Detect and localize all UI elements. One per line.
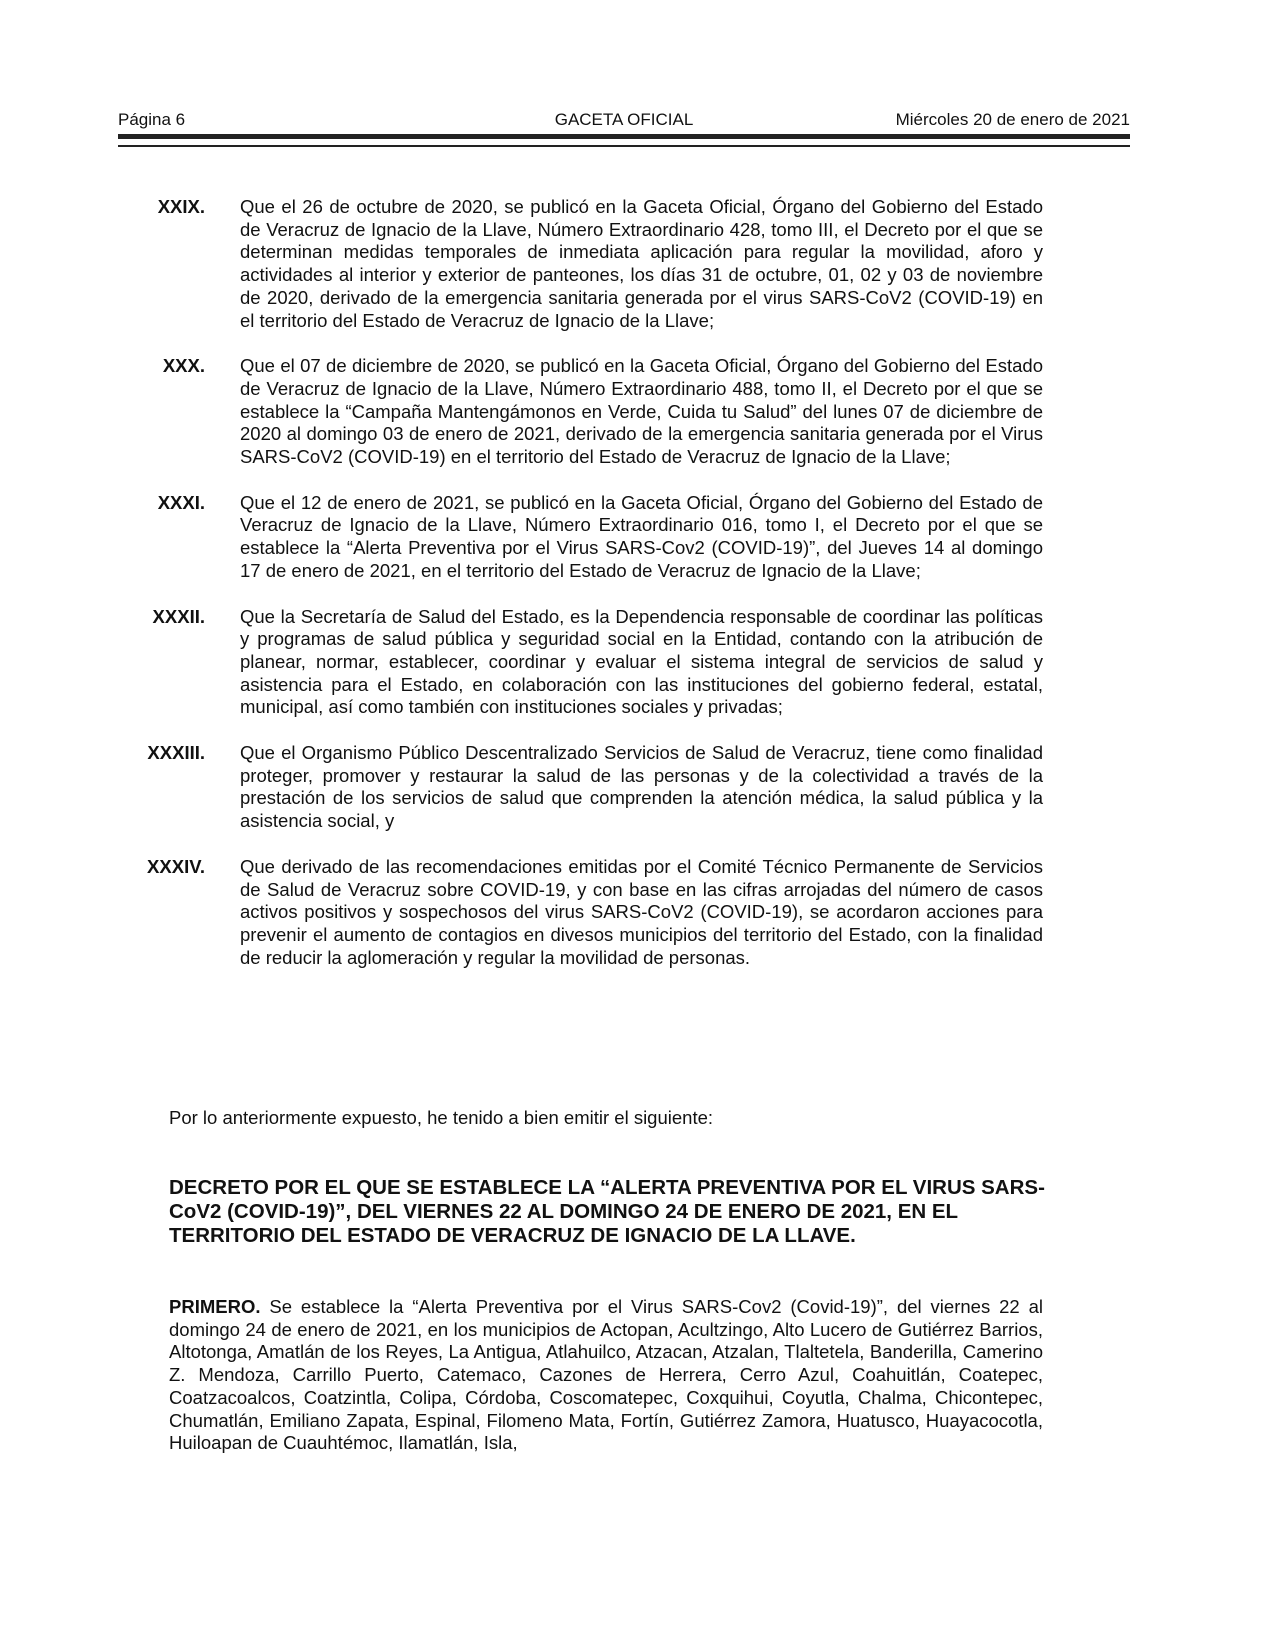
item-numeral: XXXIII. bbox=[147, 742, 205, 764]
item-numeral: XXIX. bbox=[157, 196, 205, 217]
considerandos-list bbox=[130, 196, 1045, 992]
article-text: Se establece la “Alerta Preventiva por el Virus SARS-Cov2 (Covid-19)”, del viernes 22 al domingo 24 de enero de 2021, en los municipios de Actopan, Acultzingo, Alto Lucero de Gutiérrez Barrios, Altotonga, Amatlán de los Reyes, La Antigua, Atlahuilco, Atzacan, Atzalan, Tlaltetela, Banderilla, Camerino Z. Mendoza, Carrillo Puerto, Catemaco, Cazones de Herrera, Cerro Azul, Coahuitlán, Coatepec, Coatzacoalcos, Coatzintla, Colipa, Córdoba, Coscomatepec, Coxquihui, Coyutla, Chalma, Chicontepec, Chumatlán, Emiliano Zapata, Espinal, Filomeno Mata, Fortín, Gutiérrez Zamora, Huatusco, Huayacocotla, Huiloapan de Cuauhtémoc, Ilamatlán, Isla, bbox=[169, 1296, 1043, 1454]
considerando-item bbox=[130, 742, 1045, 833]
item-text: Que el 07 de diciembre de 2020, se publicó en la Gaceta Oficial, Órgano del Gobierno del Estado de Veracruz de Ignacio de la Llave, Número Extraordinario 488, tomo II, el Decreto por el que se establece la “Campaña Mantengámonos en Verde, Cuida tu Salud” del lunes 07 de diciembre de 2020 al domingo 03 de enero de 2021, derivado de la emergencia sanitaria generada por el Virus SARS-CoV2 (COVID-19) en el territorio del Estado de Veracruz de Ignacio de la Llave; bbox=[240, 355, 1043, 468]
page-number: Página 6 bbox=[118, 110, 186, 129]
intro-paragraph: Por lo anteriormente expuesto, he tenido a bien emitir el siguiente: bbox=[169, 1107, 714, 1128]
item-text: Que la Secretaría de Salud del Estado, es la Dependencia responsable de coordinar las políticas y programas de salud pública y seguridad social en la Entidad, contando con la atribución de planear, normar, establecer, coordinar y evaluar el sistema integral de servicios de salud y asistencia para el Estado, en colaboración con las instituciones del gobierno federal, estatal, municipal, así como también con instituciones sociales y privadas; bbox=[240, 605, 1043, 718]
article-primero bbox=[169, 1296, 1043, 1455]
item-numeral: XXXI. bbox=[157, 491, 205, 513]
considerando-item bbox=[130, 196, 1045, 332]
item-numeral: XXXII. bbox=[152, 605, 205, 627]
item-text: Que el 26 de octubre de 2020, se publicó en la Gaceta Oficial, Órgano del Gobierno del Estado de Veracruz de Ignacio de la Llave, Número Extraordinario 428, tomo III, el Decreto por el que se determinan medidas temporales de inmediata aplicación para regular la movilidad, aforo y actividades al interior y exterior de panteones, los días 31 de octubre, 01, 02 y 03 de noviembre de 2020, derivado de la emergencia sanitaria generada por el virus SARS-CoV2 (COVID-19) en el territorio del Estado de Veracruz de Ignacio de la Llave; bbox=[240, 196, 1043, 331]
item-numeral: XXX. bbox=[162, 355, 205, 377]
item-text: Que el Organismo Público Descentralizado Servicios de Salud de Veracruz, tiene como finalidad proteger, promover y restaurar la salud de las personas y de la colectividad a través de la prestación de los servicios de salud que comprenden la atención médica, la salud pública y la asistencia social, y bbox=[240, 742, 1043, 832]
header-rule-thin bbox=[118, 145, 1130, 147]
item-text: Que derivado de las recomendaciones emitidas por el Comité Técnico Permanente de Servicios de Salud de Veracruz sobre COVID-19, y con base en las cifras arrojadas del número de casos activos positivos y sospechosos del virus SARS-CoV2 (COVID-19), se acordaron acciones para prevenir el aumento de contagios en divesos municipios del territorio del Estado, con la finalidad de reducir la aglomeración y regular la movilidad de personas. bbox=[240, 855, 1043, 968]
considerando-item bbox=[130, 856, 1045, 970]
header-rule-thick bbox=[118, 134, 1130, 139]
item-numeral: XXXIV. bbox=[147, 855, 205, 877]
considerando-item bbox=[130, 606, 1045, 720]
publication-title: GACETA OFICIAL bbox=[554, 110, 694, 129]
considerando-item bbox=[130, 492, 1045, 583]
decree-title: DECRETO POR EL QUE SE ESTABLECE LA “ALERTA PREVENTIVA POR EL VIRUS SARS-CoV2 (COVID-19)”, DEL VIERNES 22 AL DOMINGO 24 DE ENERO DE 2021, EN EL TERRITORIO DEL ESTADO DE VERACRUZ DE IGNACIO DE LA LLAVE. bbox=[169, 1176, 1045, 1247]
article-label: PRIMERO. bbox=[169, 1296, 261, 1317]
considerando-item bbox=[130, 355, 1045, 469]
item-text: Que el 12 de enero de 2021, se publicó en la Gaceta Oficial, Órgano del Gobierno del Estado de Veracruz de Ignacio de la Llave, Número Extraordinario 016, tomo I, el Decreto por el que se establece la “Alerta Preventiva por el Virus SARS-Cov2 (COVID-19)”, del Jueves 14 al domingo 17 de enero de 2021, en el territorio del Estado de Veracruz de Ignacio de la Llave; bbox=[240, 491, 1043, 581]
publication-date: Miércoles 20 de enero de 2021 bbox=[895, 110, 1130, 129]
page-header bbox=[118, 108, 1130, 132]
